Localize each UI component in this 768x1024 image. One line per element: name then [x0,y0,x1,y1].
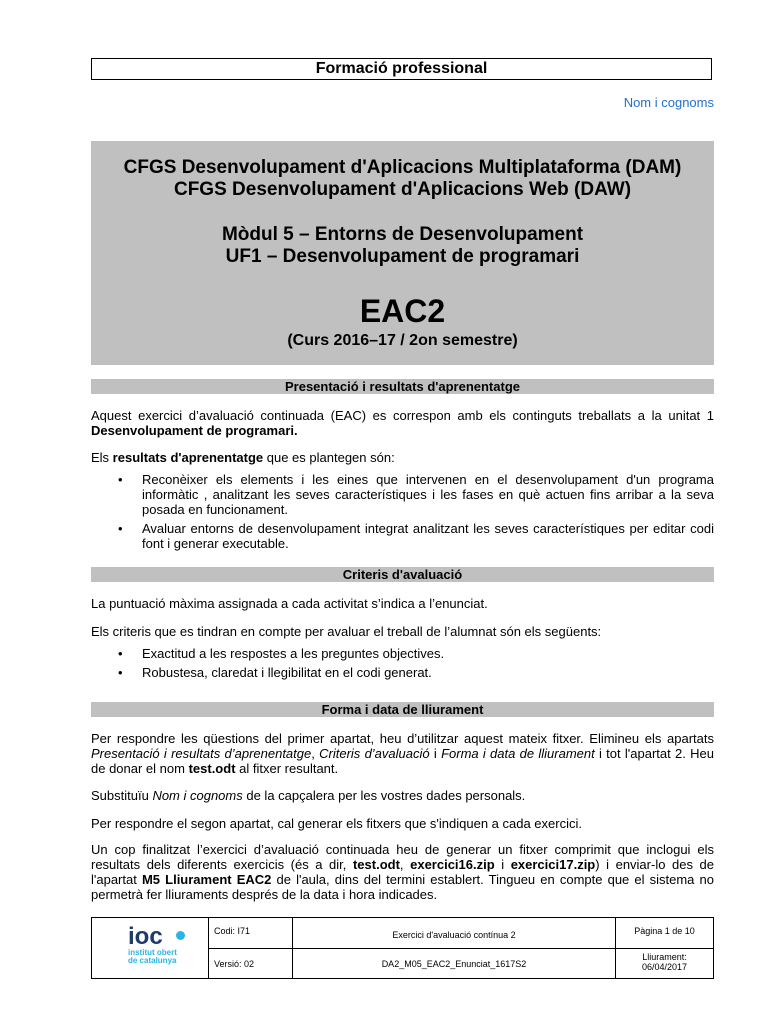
header-title: Formació professional [315,60,488,77]
outcomes-list [91,472,714,555]
outcomes-term: resultats d'aprenentatge [112,450,264,465]
logo-subtitle-1: institut obert [128,948,177,957]
list-item: • Avaluar entorns de desenvolupament integrat analitzant les seves característiques per editar codi font i generar executable. [91,521,714,551]
list-item: • Reconèixer els elements i les eines que intervenen en el desenvolupament d'un programa informàtic , analitzant les seves característiques i les fases en què actuen fins arribar a la seva posada en funcionament. [91,472,714,517]
list-item: • Exactitud a les respostes a les preguntes objectives. [91,646,714,661]
criteria-list [91,646,714,684]
delivery-paragraph-1 [91,731,714,776]
text-run: de la capçalera per les vostres dades personals. [242,788,526,803]
text-run: Per respondre les qüestions del primer apartat, heu d’utilitzar aquest mateix fitxer. Elimineu els apartats [91,731,714,746]
section-heading-delivery: Forma i data de lliurament [91,702,714,717]
ioc-logo [128,925,208,973]
author-name-placeholder: Nom i cognoms [623,95,714,110]
criteria-paragraph-1: La puntuació màxima assignada a cada activitat s’indica a l’enunciat. [91,596,488,611]
module-line: Mòdul 5 – Entorns de Desenvolupament [221,224,584,245]
footer-code: Codi: I71 [214,926,251,936]
filename: exercici17.zip [510,857,596,872]
title-block [91,141,714,365]
logo-subtitle-2: de catalunya [128,956,177,965]
assignment-code: EAC2 [359,293,446,329]
delivery-paragraph-4 [91,842,714,902]
unit-line: UF1 – Desenvolupament de programari [225,246,580,267]
presentation-paragraph [91,408,714,438]
text-run: Un cop finalitzat l’exercici d’avaluació continuada heu de generar un fitxer comprimit que inclogui els resultats dels diferents exercicis (és a dir, [91,842,714,872]
section-heading-presentation: Presentació i resultats d'aprenentatge [91,379,714,394]
filename: test.odt [352,857,400,872]
text-run: Aquest exercici d’avaluació continuada (EAC) es correspon amb els continguts treballats a la unitat 1 [91,408,714,423]
text-run-italic: Criteris d’avaluació [319,746,430,761]
filename: exercici16.zip [410,857,495,872]
text-run: , [311,746,320,761]
text-run: ) i enviar-lo des de l'apartat [91,857,714,887]
list-item: • Robustesa, claredat i llegibilitat en el codi generat. [91,665,714,680]
footer-doc-file: DA2_M05_EAC2_Enunciat_1617S2 [381,959,527,969]
text-run: i [494,857,511,872]
delivery-paragraph-2 [91,788,714,803]
section-heading-criteria: Criteris d'avaluació [91,567,714,582]
footer-delivery-date: 06/04/2017 [641,962,688,972]
text-run-italic: Nom i cognoms [152,788,243,803]
text-run: , [399,857,411,872]
program-line-dam: CFGS Desenvolupament d'Aplicacions Multiplataforma (DAM) [123,157,682,178]
text-run-italic: Presentació i resultats d’aprenentatge [91,746,312,761]
logo-dot-icon [176,931,185,940]
footer-delivery-label: Lliurament: [642,952,687,962]
criteria-paragraph-2: Els criteris que es tindran en compte per avaluar el treball de l’alumnat són els següents: [91,624,602,639]
program-line-daw: CFGS Desenvolupament d'Aplicacions Web (DAW) [173,179,632,200]
text-run: Substituïu [91,788,153,803]
delivery-section-name: M5 Lliurament EAC2 [141,872,272,887]
course-line: (Curs 2016–17 / 2on semestre) [287,332,518,349]
footer-divider [208,948,713,949]
footer-page-number: Pàgina 1 de 10 [634,926,695,936]
footer-version: Versió: 02 [214,959,255,969]
logo-wordmark: ioc [128,923,163,950]
text-run: al fitxer resultant. [235,761,339,776]
text-run: i [429,746,442,761]
text-run: de l'aula, dins del termini establert. Tingueu en compte que el sistema no permetrà fer lliuraments després de la data i hora indicades. [91,872,714,902]
filename: test.odt [188,761,236,776]
text-run: Els [91,450,113,465]
text-run-italic: Forma i data de lliurament [441,746,595,761]
page-header [91,58,712,80]
outcomes-intro [91,450,714,465]
unit-name: Desenvolupament de programari. [91,423,298,438]
page-footer [91,917,714,979]
text-run: que es plantegen són: [263,450,395,465]
delivery-paragraph-3: Per respondre el segon apartat, cal generar els fitxers que s'indiquen a cada exercici. [91,816,582,831]
text-run: i tot l'apartat 2. Heu de donar el nom [91,746,714,776]
footer-doc-title: Exercici d'avaluació contínua 2 [392,930,516,940]
